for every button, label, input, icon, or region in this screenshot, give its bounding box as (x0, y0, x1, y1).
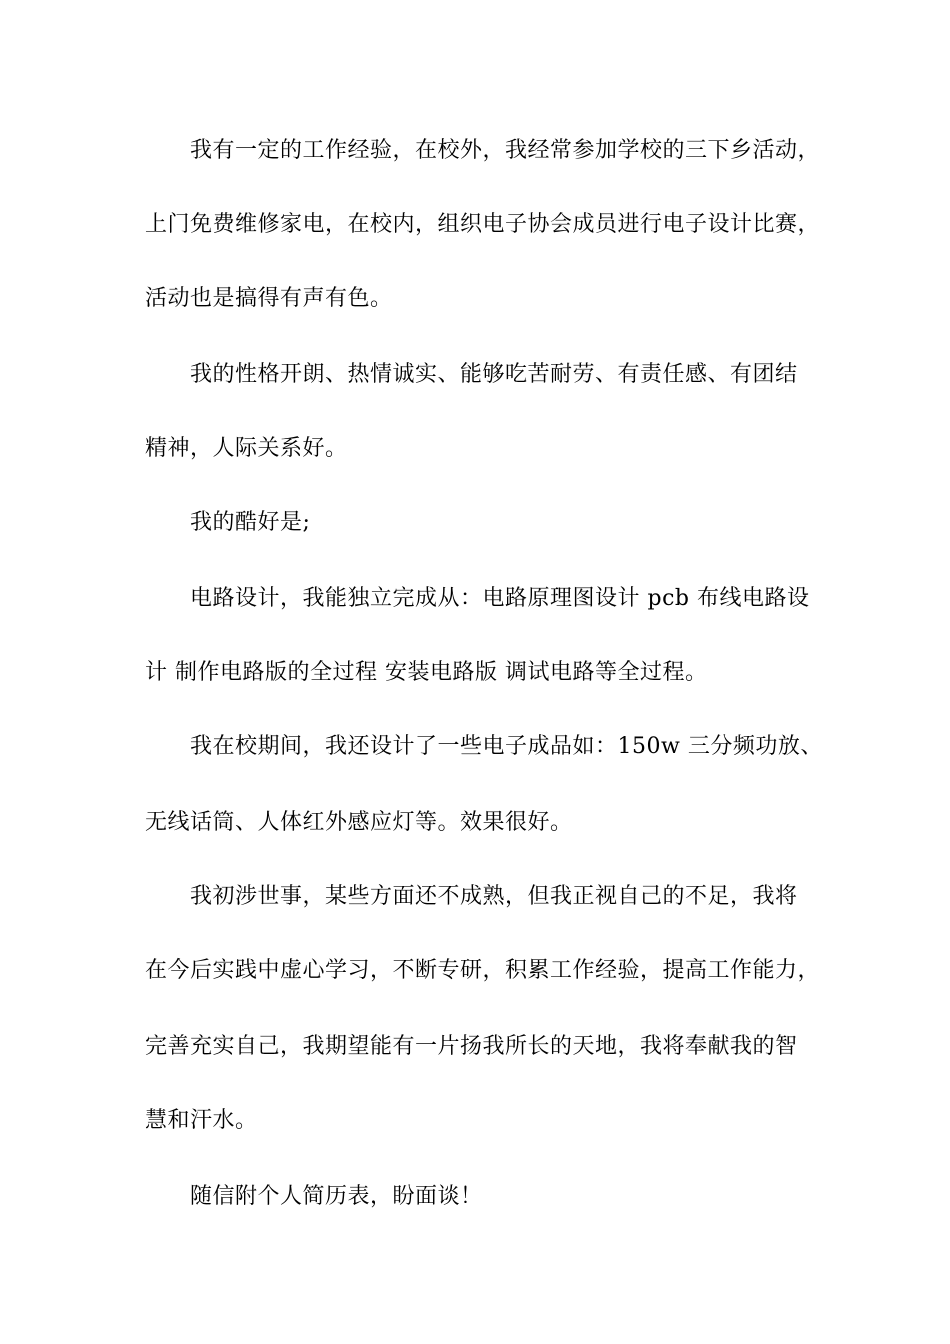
paragraph-6-line-4: 慧和汗水。 (145, 1108, 258, 1133)
paragraph-5-line-2: 无线话筒、人体红外感应灯等。效果很好。 (145, 810, 573, 835)
paragraph-1-line-3: 活动也是搞得有声有色。 (145, 286, 393, 311)
paragraph-4-line-2: 计 制作电路版的全过程 安装电路版 调试电路等全过程。 (145, 660, 708, 685)
paragraph-4-line-1: 电路设计，我能独立完成从：电路原理图设计 pcb 布线电路设 (190, 586, 810, 611)
paragraph-6-line-2: 在今后实践中虚心学习，不断专研，积累工作经验，提高工作能力， (145, 958, 821, 983)
paragraph-6-line-3: 完善充实自己，我期望能有一片扬我所长的天地，我将奉献我的智 (145, 1034, 798, 1059)
paragraph-2-line-2: 精神，人际关系好。 (145, 436, 348, 461)
paragraph-6-line-1: 我初涉世事，某些方面还不成熟，但我正视自己的不足，我将 (190, 884, 798, 909)
closing-line: 随信附个人简历表，盼面谈！ (190, 1184, 483, 1209)
paragraph-5-line-1: 我在校期间，我还设计了一些电子成品如：150w 三分频功放、 (190, 734, 823, 759)
paragraph-2-line-1: 我的性格开朗、热情诚实、能够吃苦耐劳、有责任感、有团结 (190, 362, 798, 387)
paragraph-1-line-2: 上门免费维修家电，在校内，组织电子协会成员进行电子设计比赛， (145, 212, 821, 237)
paragraph-3-line-1: 我的酷好是; (190, 510, 311, 535)
paragraph-1-line-1: 我有一定的工作经验，在校外，我经常参加学校的三下乡活动， (190, 138, 821, 163)
